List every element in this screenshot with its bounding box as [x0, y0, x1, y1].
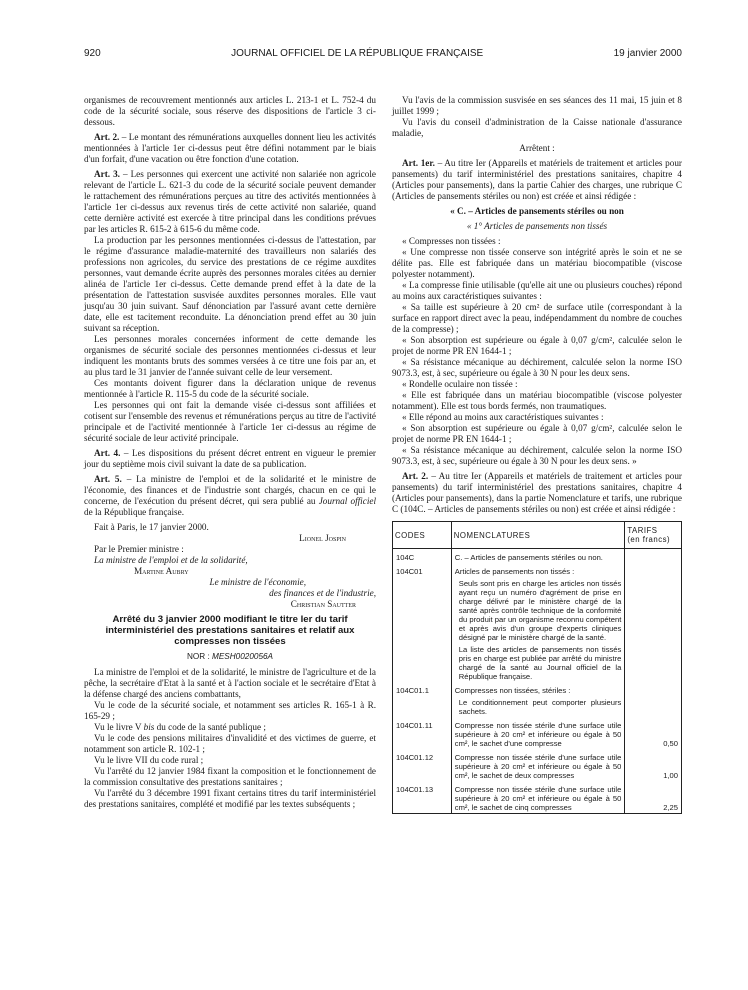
- visa: Vu l'arrêté du 12 janvier 1984 fixant la composition et le fonctionnement de la commission consultative des prestations sanitaires ;: [84, 765, 376, 787]
- paragraph: Les personnes qui ont fait la demande visée ci-dessus sont affiliées et cotisent sur l'ensemble des revenus et rémunérations perçus au titre de l'activité principale et de l'activité mentionnée à l'article 1er ci-dessus au régime de sécurité sociale de leur activité principale.: [84, 400, 376, 443]
- row-tarif: [625, 682, 682, 717]
- nor-label: NOR :: [186, 651, 213, 661]
- page-header: [84, 44, 682, 62]
- paragraph: La ministre de l'emploi et de la solidarité, le ministre de l'agriculture et de la pêche, la secrétaire d'Etat à la santé et à l'action sociale et le secrétaire d'Etat à la défense chargé des anciens combattants,: [84, 666, 376, 699]
- article-text: – Au titre Ier (Appareils et matériels de traitement et articles pour pansements) du tarif interministériel des prestations sanitaires, chapitre 4 (Articles pour pansements), dans la partie Nomenclature et tarifs, une rubrique C (104C. – Articles de pansements stériles ou non) est créée et ainsi rédigée :: [392, 471, 682, 514]
- paragraph: Les personnes morales concernées informent de cette demande les organismes de sécurité sociale des personnes mentionnées ci-dessus et leur indiquent les montants bruts des sommes versées à ce titre une fois par an, et au plus tard le 31 janvier de l'année suivant celle de leur versement.: [84, 334, 376, 377]
- table-row: [393, 682, 682, 717]
- paragraph: La production par les personnes mentionnées ci-dessus de l'attestation, par le régime d'assurance maladie-maternité des travailleurs non salariés des professions non agricoles, du service des prestations de ce régime auxdites personnes, vaut demande écrite auprès des personnes morales citées au dernier alinéa de l'article 1er ci-dessus. Cette demande prend effet à la date de la présentation de l'attestation susvisée auxdites personnes morales. Elle vaut jusqu'au 30 juin suivant. Sauf dénonciation par l'assuré avant cette dernière date, elle est tacitement reconduite. La dénonciation prend effet au 30 juin suivant sa réception.: [84, 235, 376, 333]
- visa: Vu l'arrêté du 3 décembre 1991 fixant certains titres du tarif interministériel des prestations sanitaires, complété et modifié par les textes subséquents ;: [84, 787, 376, 809]
- section-heading: « C. – Articles de pansements stériles ou non: [450, 206, 624, 216]
- journal-title: JOURNAL OFFICIEL DE LA RÉPUBLIQUE FRANÇAISE: [231, 47, 484, 59]
- journal-officiel-italic: Journal officiel: [318, 496, 376, 506]
- visa: Vu le livre VII du code rural ;: [94, 754, 204, 765]
- visa: Vu l'avis de la commission susvisée en ses séances des 11 mai, 15 juin et 8 juillet 1999 ;: [392, 95, 682, 116]
- article-3: [84, 169, 376, 235]
- signing-place-date: Fait à Paris, le 17 janvier 2000.: [94, 522, 209, 532]
- article-label: Art. 1er.: [402, 158, 435, 168]
- right-column: [392, 95, 682, 814]
- row-tarif: [625, 549, 682, 564]
- header-tarifs-unit: (en francs): [627, 535, 671, 544]
- issue-date: 19 janvier 2000: [613, 47, 682, 59]
- arretent: Arrêtent :: [519, 143, 555, 153]
- header-tarifs: [625, 522, 682, 549]
- row-code: 104C01: [393, 563, 452, 682]
- article-1: [392, 158, 682, 202]
- signature-prime-minister: Lionel Jospin: [299, 533, 346, 543]
- article-label: Art. 4.: [94, 448, 121, 458]
- paragraph: « Son absorption est supérieure ou égale à 0,07 g/cm², calculée selon le projet de norme PR EN 1644-1 ;: [392, 423, 682, 444]
- nor-reference: [84, 651, 376, 662]
- visa: Vu le code de la sécurité sociale, et notamment ses articles R. 165-1 à R. 165-29 ;: [84, 699, 376, 721]
- article-text: – Les dispositions du présent décret entrent en vigueur le premier jour du septième mois civil suivant la date de sa publication.: [84, 448, 376, 469]
- row-nomenclature: [451, 563, 625, 682]
- arrete-title: Arrêté du 3 janvier 2000 modifiant le titre Ier du tarif interministériel des prestations sanitaires et relatif aux compresses non tissées: [105, 614, 355, 648]
- paragraph: « Sa taille est supérieure à 20 cm² de surface utile (correspondant à la surface en rapport direct avec la peau, indépendamment du nombre de couches de la compresse) ;: [392, 302, 682, 334]
- minister-title: La ministre de l'emploi et de la solidarité,: [94, 555, 248, 565]
- paragraph: Ces montants doivent figurer dans la déclaration unique de revenus mentionnée à l'article R. 115-5 du code de la sécurité sociale.: [84, 378, 376, 399]
- signature-minister: Martine Aubry: [134, 566, 189, 576]
- signature-minister: Christian Sautter: [290, 599, 356, 609]
- row-nomenclature: [451, 682, 625, 717]
- header-tarifs-label: TARIFS: [627, 526, 658, 535]
- page-number: 920: [84, 47, 101, 59]
- table-row: [393, 549, 682, 564]
- nomenclature-line: Articles de pansements non tissés :: [454, 567, 575, 576]
- table-row: [393, 563, 682, 682]
- nomenclature-line: Compresse non tissée stérile d'une surface utile supérieure à 20 cm² et inférieure ou égale à 50 cm², le sachet de cinq compresses: [454, 785, 622, 812]
- row-tarif: 1,00: [625, 749, 682, 781]
- left-column: [84, 95, 376, 810]
- row-code: 104C: [393, 549, 452, 564]
- visa: Vu l'avis du conseil d'administration de la Caisse nationale d'assurance maladie,: [392, 117, 682, 138]
- paragraph: « Elle est fabriquée dans un matériau biocompatible (viscose polyester notamment). Elle est tous bords fermés, non traumatiques.: [392, 390, 682, 411]
- nomenclature-line: Seuls sont pris en charge les articles non tissés ayant reçu un numéro d'agrément de prise en charge délivré par le ministère chargé de la santé après contrôle technique de la conformité du produit par un organisme reconnu compétent et après avis d'un groupe d'experts cliniques désigné par le ministère chargé de la santé.: [458, 579, 622, 642]
- table-row: [393, 781, 682, 814]
- row-nomenclature: [451, 781, 625, 814]
- by-prime-minister: Par le Premier ministre :: [94, 544, 184, 554]
- row-code: 104C01.13: [393, 781, 452, 814]
- article-label: Art. 2.: [94, 132, 120, 142]
- paragraph: « Elle répond au moins aux caractéristiques suivantes :: [402, 412, 604, 422]
- article-5: [84, 474, 376, 518]
- row-nomenclature: [451, 549, 625, 564]
- visa: [84, 722, 376, 733]
- article-label: Art. 5.: [94, 474, 122, 484]
- paragraph: « Sa résistance mécanique au déchirement, calculée selon la norme ISO 9073.3, est, à sec, supérieure ou égale à 30 N pour les deux sens. »: [392, 445, 682, 466]
- nomenclature-line: Le conditionnement peut comporter plusieurs sachets.: [458, 698, 622, 716]
- article-text-end: de la République française.: [84, 507, 184, 517]
- nomenclature-line: Compresse non tissée stérile d'une surface utile supérieure à 20 cm² et inférieure ou égale à 50 cm², le sachet de deux compresses: [454, 753, 622, 780]
- article-text: – Au titre Ier (Appareils et matériels de traitement et articles pour pansements) du tarif interministériel des prestations sanitaires, chapitre 4 (Articles pour pansements), dans la partie Cahier des charges, une rubrique C (Articles de pansements stériles ou non) est créée et ainsi rédigée :: [392, 158, 682, 201]
- minister-title: des finances et de l'industrie,: [269, 588, 376, 598]
- nomenclature-table: [392, 521, 682, 814]
- table-header-row: [393, 522, 682, 549]
- table-row: [393, 749, 682, 781]
- row-code: 104C01.11: [393, 717, 452, 749]
- article-2: [84, 132, 376, 165]
- nor-code: MESH0020056A: [212, 651, 274, 661]
- article-2-arrete: [392, 471, 682, 515]
- paragraph: « La compresse finie utilisable (qu'elle ait une ou plusieurs couches) répond au moins aux caractéristiques suivantes :: [392, 280, 682, 301]
- article-text: – La ministre de l'emploi et de la solidarité et le ministre de l'économie, des finances et de l'industrie sont chargés, chacun en ce qui le concerne, de l'exécution du présent décret, qui sera publié au: [84, 474, 376, 506]
- header-codes: CODES: [393, 522, 452, 549]
- row-tarif: 2,25: [625, 781, 682, 814]
- visa: Vu le code des pensions militaires d'invalidité et des victimes de guerre, et notamment son article R. 102-1 ;: [84, 732, 376, 754]
- nomenclature-line: La liste des articles de pansements non tissés pris en charge est publiée par arrêté du ministre chargé de la santé au Journal officiel de la République française.: [458, 645, 622, 681]
- row-code: 104C01.1: [393, 682, 452, 717]
- minister-title: Le ministre de l'économie,: [209, 577, 306, 587]
- nomenclature-line: C. – Articles de pansements stériles ou non.: [454, 553, 603, 562]
- article-text: – Le montant des rémunérations auxquelles donnent lieu les activités mentionnées à l'article 1er ci-dessus peut être défini notamment par le biais d'un forfait, d'une vacation ou être fonction d'une cotation.: [84, 132, 376, 164]
- subsection-heading: « 1° Articles de pansements non tissés: [466, 221, 608, 231]
- paragraph: « Compresses non tissées :: [402, 236, 501, 246]
- paragraph: « Sa résistance mécanique au déchirement, calculée selon la norme ISO 9073.3, est, à sec, supérieure ou égale à 30 N pour les deux sens.: [392, 357, 682, 378]
- article-label: Art. 2.: [402, 471, 429, 481]
- paragraph: « Une compresse non tissée conserve son intégrité après le soin et ne se délite pas. Elle est fabriquée dans un matériau biocompatible (viscose polyester notamment).: [392, 247, 682, 279]
- paragraph: organismes de recouvrement mentionnés aux articles L. 213-1 et L. 752-4 du code de la sécurité sociale, sous réserve des dispositions de l'article 3 ci-dessous.: [84, 95, 376, 127]
- header-nomenclatures: NOMENCLATURES: [451, 522, 625, 549]
- paragraph: « Rondelle oculaire non tissée :: [402, 379, 518, 389]
- visa-text-end: du code de la santé publique ;: [154, 721, 266, 732]
- article-label: Art. 3.: [94, 169, 120, 179]
- row-nomenclature: [451, 749, 625, 781]
- visa-italic: bis: [143, 721, 155, 732]
- row-nomenclature: [451, 717, 625, 749]
- row-tarif: [625, 563, 682, 682]
- table-row: [393, 717, 682, 749]
- table-body: [393, 549, 682, 814]
- article-4: [84, 448, 376, 470]
- paragraph: « Son absorption est supérieure ou égale à 0,07 g/cm², calculée selon le projet de norme PR EN 1644-1 ;: [392, 335, 682, 356]
- article-text: – Les personnes qui exercent une activité non salariée non agricole relevant de l'article L. 621-3 du code de la sécurité sociale peuvent demander le rattachement des rémunérations perçues au titre des activités mentionnées à l'article 1er ci-dessus aux revenus tirés de cette activité non salariée, quand cette dernière activité est exercée à titre principal dans les conditions prévues par les articles R. 615-2 à 615-6 du même code.: [84, 169, 376, 234]
- nomenclature-line: Compresse non tissée stérile d'une surface utile supérieure à 20 cm² et inférieure ou égale à 50 cm², le sachet d'une compresse: [454, 721, 622, 748]
- row-tarif: 0,50: [625, 717, 682, 749]
- nomenclature-line: Compresses non tissées, stériles :: [454, 686, 571, 695]
- row-code: 104C01.12: [393, 749, 452, 781]
- visa-text: Vu le livre V: [94, 721, 144, 732]
